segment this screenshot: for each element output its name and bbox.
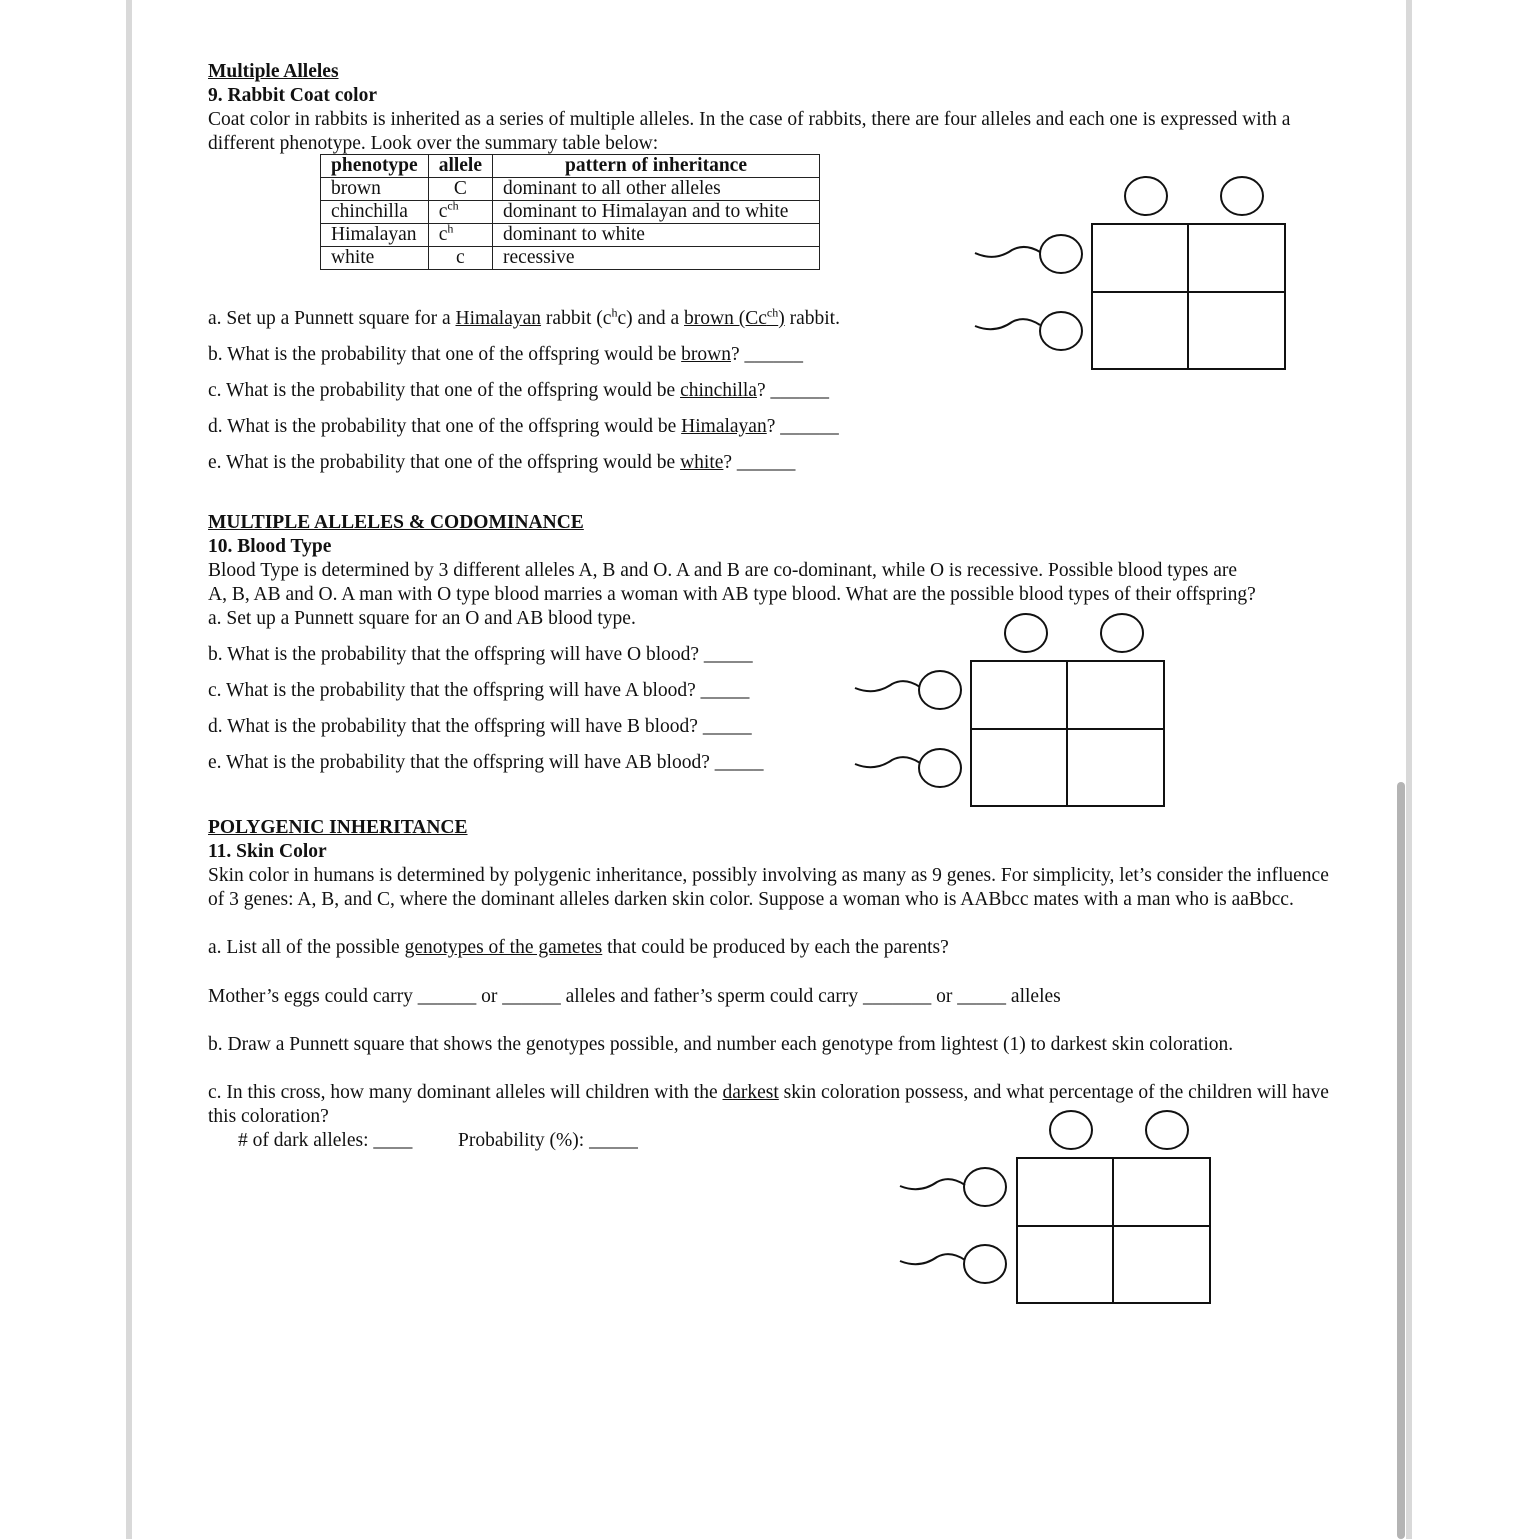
sperm-tail-icon (855, 757, 920, 767)
egg-circle-icon (1101, 614, 1143, 652)
sperm-head-icon (919, 749, 961, 787)
egg-circle-icon (1146, 1111, 1188, 1149)
table-cell-phenotype: white (321, 247, 429, 270)
section10-question-b: b. What is the probability that the offspring will have O blood? _____ (208, 644, 753, 665)
table-cell-allele: C (428, 178, 492, 201)
sperm-tail-icon (900, 1179, 965, 1189)
dark-alleles-answer: # of dark alleles: ____ (238, 1130, 413, 1151)
section9-question-d: d. What is the probability that one of the offspring would be Himalayan? ______ (208, 416, 839, 437)
table-cell-allele: c (428, 247, 492, 270)
section11-intro: Skin color in humans is determined by polygenic inheritance, possibly involving as many as 9 genes. For simplicity, let’s consider the influence of 3 genes: A, B, and C, where the dominant alleles darken skin color. Suppose a woman who is AABbcc mates with a man who is aaBbcc. (208, 865, 1329, 910)
gametes-answer-line: Mother’s eggs could carry ______ or ______ alleles and father’s sperm could carry _______ or _____ alleles (208, 986, 1061, 1007)
table-header-allele: allele (428, 155, 492, 178)
table-header-phenotype: phenotype (321, 155, 429, 178)
sperm-head-icon (1040, 235, 1082, 273)
table-cell-phenotype: Himalayan (321, 224, 429, 247)
section10-title: 10. Blood Type (208, 536, 332, 557)
table-cell-pattern: dominant to all other alleles (493, 178, 820, 201)
table-cell-allele: $c^h$ (428, 224, 492, 247)
egg-circle-icon (1221, 177, 1263, 215)
sperm-tail-icon (855, 681, 920, 691)
sperm-tail-icon (975, 247, 1040, 257)
section9-question-a: a. Set up a Punnett square for a Himalayan rabbit $(c^hc)$ and a brown $(Cc^{ch})$ rabbit. (208, 305, 840, 329)
section11-heading: POLYGENIC INHERITANCE (208, 817, 468, 838)
section9-question-e: e. What is the probability that one of the offspring would be white? ______ (208, 452, 796, 473)
section9-heading: Multiple Alleles (208, 61, 339, 82)
punnett-square-rabbit (975, 177, 1285, 369)
probability-answer: Probability (%): _____ (458, 1130, 638, 1151)
section10-question-d: d. What is the probability that the offspring will have B blood? _____ (208, 716, 752, 737)
egg-circle-icon (1050, 1111, 1092, 1149)
section10-question-e: e. What is the probability that the offspring will have AB blood? _____ (208, 752, 764, 773)
section10-intro-line2: A, B, AB and O. A man with O type blood marries a woman with AB type blood. What are the possible blood types of their offspring? (208, 584, 1256, 605)
punnett-square-blood-type (855, 614, 1164, 806)
table-cell-phenotype: brown (321, 178, 429, 201)
table-cell-pattern: dominant to Himalayan and to white (493, 201, 820, 224)
sperm-head-icon (964, 1168, 1006, 1206)
section9-question-b: b. What is the probability that one of the offspring would be brown? ______ (208, 344, 804, 365)
section10-question-a: a. Set up a Punnett square for an O and AB blood type. (208, 608, 636, 629)
punnett-square-skin-color (900, 1111, 1210, 1303)
sperm-head-icon (1040, 312, 1082, 350)
sperm-tail-icon (900, 1254, 965, 1264)
egg-circle-icon (1005, 614, 1047, 652)
section11-question-a: a. List all of the possible genotypes of the gametes that could be produced by each the parents? (208, 937, 949, 958)
section10-intro-line1: Blood Type is determined by 3 different alleles A, B and O. A and B are co-dominant, while O is recessive. Possible blood types are (208, 560, 1238, 581)
section11-title: 11. Skin Color (208, 841, 327, 862)
table-cell-phenotype: chinchilla (321, 201, 429, 224)
table-header-pattern: pattern of inheritance (493, 155, 820, 178)
section11-question-c: c. In this cross, how many dominant alleles will children with the darkest skin coloration possess, and what percentage of the children will have this coloration? (208, 1082, 1329, 1127)
sperm-tail-icon (975, 319, 1040, 329)
table-cell-allele: $c^{ch}$ (428, 201, 492, 224)
table-cell-pattern: recessive (493, 247, 820, 270)
sperm-head-icon (964, 1245, 1006, 1283)
section9-question-c: c. What is the probability that one of the offspring would be chinchilla? ______ (208, 380, 829, 401)
section10-question-c: c. What is the probability that the offspring will have A blood? _____ (208, 680, 750, 701)
egg-circle-icon (1125, 177, 1167, 215)
table-cell-pattern: dominant to white (493, 224, 820, 247)
section11-question-b: b. Draw a Punnett square that shows the genotypes possible, and number each genotype from lightest (1) to darkest skin coloration. (208, 1034, 1234, 1055)
section9-intro: Coat color in rabbits is inherited as a series of multiple alleles. In the case of rabbits, there are four alleles and each one is expressed with a different phenotype. Look over the summary table below: (208, 109, 1291, 154)
section10-heading: MULTIPLE ALLELES & CODOMINANCE (208, 512, 584, 533)
section9-title: 9. Rabbit Coat color (208, 85, 377, 106)
sperm-head-icon (919, 671, 961, 709)
